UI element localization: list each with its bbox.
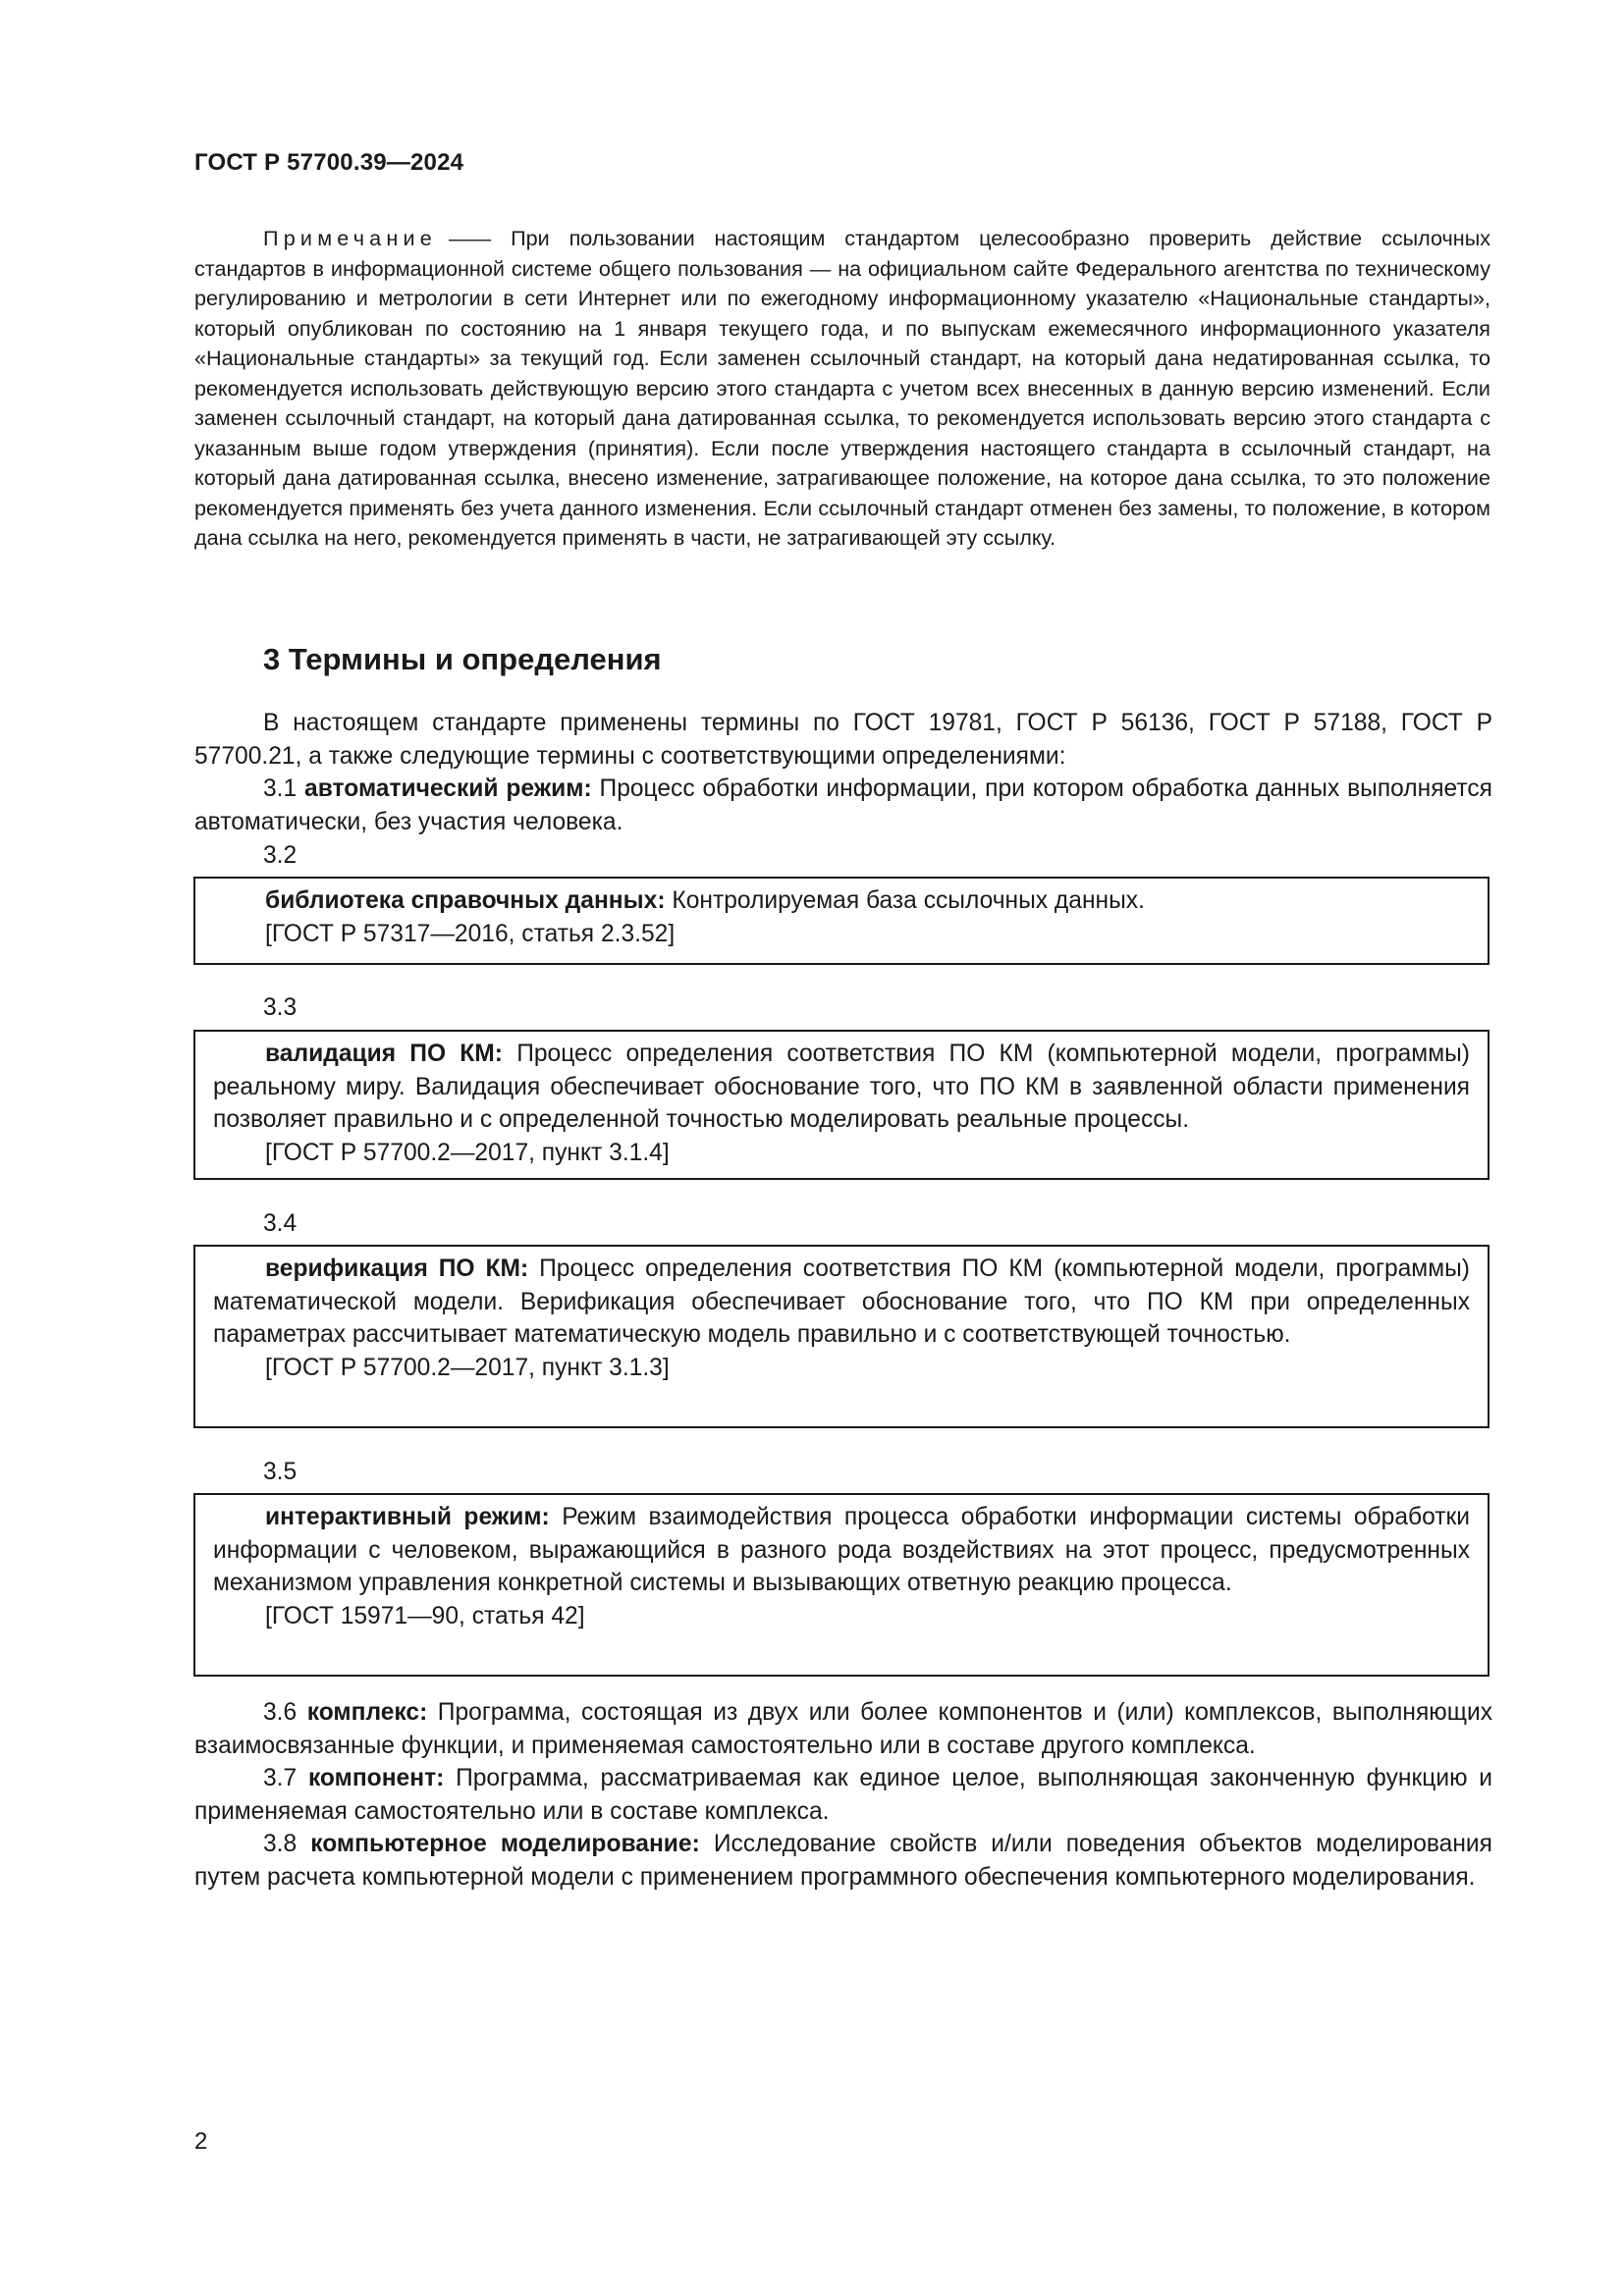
term-definition: Контролируемая база ссылочных данных. — [672, 887, 1145, 914]
term-name: комплекс: — [306, 1699, 428, 1726]
term-name: библиотека справочных данных: — [265, 887, 666, 914]
section-intro: В настоящем стандарте применены термины по ГОСТ 19781, ГОСТ Р 56136, ГОСТ Р 57188, ГОСТ Р 57700.21, а также следующие термины с соответствующими определениями: — [194, 710, 1492, 770]
term-source: [ГОСТ 15971—90, статья 42] — [265, 1602, 585, 1629]
term-number-3-2: 3.2 — [263, 842, 298, 869]
term-box-3-2 — [193, 877, 1489, 965]
term-3-2 — [213, 884, 1470, 918]
term-definition: Программа, состоящая из двух или более компонентов и (или) комплексов, выполняющих взаимосвязанные функции, и применяемая самостоятельно или в составе другого комплекса. — [194, 1699, 1492, 1759]
term-name: компьютерное моделирование: — [310, 1831, 700, 1857]
note-label: Примечание — [263, 226, 437, 250]
term-name: интерактивный режим: — [265, 1504, 550, 1530]
term-name: валидация ПО КМ: — [265, 1041, 503, 1067]
page-number: 2 — [194, 2128, 208, 2155]
term-box-3-5 — [193, 1493, 1489, 1677]
term-number: 3.6 — [263, 1699, 298, 1726]
term-source: [ГОСТ Р 57317—2016, статья 2.3.52] — [265, 920, 676, 947]
term-name: компонент: — [307, 1765, 445, 1791]
term-number-3-5: 3.5 — [263, 1459, 298, 1485]
term-source: [ГОСТ Р 57700.2—2017, пункт 3.1.4] — [265, 1139, 670, 1166]
term-3-6 — [194, 1696, 1492, 1762]
term-definition: Программа, рассматриваемая как единое целое, выполняющая законченную функцию и применяемая самостоятельно или в составе комплекса. — [194, 1765, 1492, 1825]
term-definition: Режим взаимодействия процесса обработки информации системы обработки информации с человеком, выражающийся в разного рода воздействиях на этот процесс, предусмотренных механизмом управления конкретной системы и вызывающих ответную реакцию процесса. — [213, 1504, 1470, 1596]
term-box-3-4 — [193, 1245, 1489, 1428]
term-3-5 — [213, 1501, 1470, 1600]
document-header: ГОСТ Р 57700.39—2024 — [194, 149, 464, 176]
reference-note — [194, 224, 1490, 554]
term-source: [ГОСТ Р 57700.2—2017, пункт 3.1.3] — [265, 1354, 670, 1381]
term-3-1 — [194, 773, 1492, 838]
term-definition: Процесс определения соответствия ПО КМ (компьютерной модели, программы) математической модели. Верификация обеспечивает обоснование того, что ПО КМ при определенных параметрах рассчитывает математическую модель правильно и с соответствующей точностью. — [213, 1255, 1470, 1348]
term-number: 3.1 — [263, 775, 298, 802]
term-number-3-4: 3.4 — [263, 1210, 298, 1237]
note-text: При пользовании настоящим стандартом целесообразно проверить действие ссылочных стандартов в информационной системе общего пользования — на официальном сайте Федерального агентства по техническому регулированию и метрологии в сети Интернет или по ежегодному информационному указателю «Национальные стандарты», который опубликован по состоянию на 1 января текущего года, и по выпускам ежемесячного информационного указателя «Национальные стандарты» за текущий год. Если заменен ссылочный стандарт, на который дана недатированная ссылка, то рекомендуется использовать действующую версию этого стандарта с учетом всех внесенных в данную версию изменений. Если заменен ссылочный стандарт, на который дана датированная ссылка, то рекомендуется использовать версию этого стандарта с указанным выше годом утверждения (принятия). Если после утверждения настоящего стандарта в ссылочный стандарт, на который дана датированная ссылка, внесено изменение, затрагивающее положение, на которое дана ссылка, то это положение рекомендуется применять без учета данного изменения. Если ссылочный стандарт отменен без замены, то положение, в котором дана ссылка на него, рекомендуется применять в части, не затрагивающей эту ссылку. — [194, 226, 1491, 550]
term-3-8 — [194, 1828, 1492, 1894]
term-number-3-3: 3.3 — [263, 994, 298, 1021]
term-definition: Исследование свойств и/или поведения объектов моделирования путем расчета компьютерной модели с применением программного обеспечения компьютерного моделирования. — [194, 1831, 1492, 1891]
term-box-3-3 — [193, 1030, 1489, 1180]
note-dash: —— — [449, 226, 492, 250]
term-name: автоматический режим: — [304, 775, 592, 802]
term-number: 3.8 — [263, 1831, 298, 1857]
term-3-3 — [213, 1038, 1470, 1137]
term-definition: Процесс обработки информации, при котором обработка данных выполняется автоматически, без участия человека. — [194, 775, 1492, 835]
term-definition: Процесс определения соответствия ПО КМ (компьютерной модели, программы) реальному миру. Валидация обеспечивает обоснование того, что ПО КМ в заявленной области применения позволяет правильно и с определенной точностью моделировать реальные процессы. — [213, 1041, 1470, 1133]
term-3-4 — [213, 1253, 1470, 1352]
term-3-7 — [194, 1762, 1492, 1828]
term-number: 3.7 — [263, 1765, 298, 1791]
term-name: верификация ПО КМ: — [265, 1255, 529, 1282]
section-title: 3 Термины и определения — [263, 642, 662, 676]
